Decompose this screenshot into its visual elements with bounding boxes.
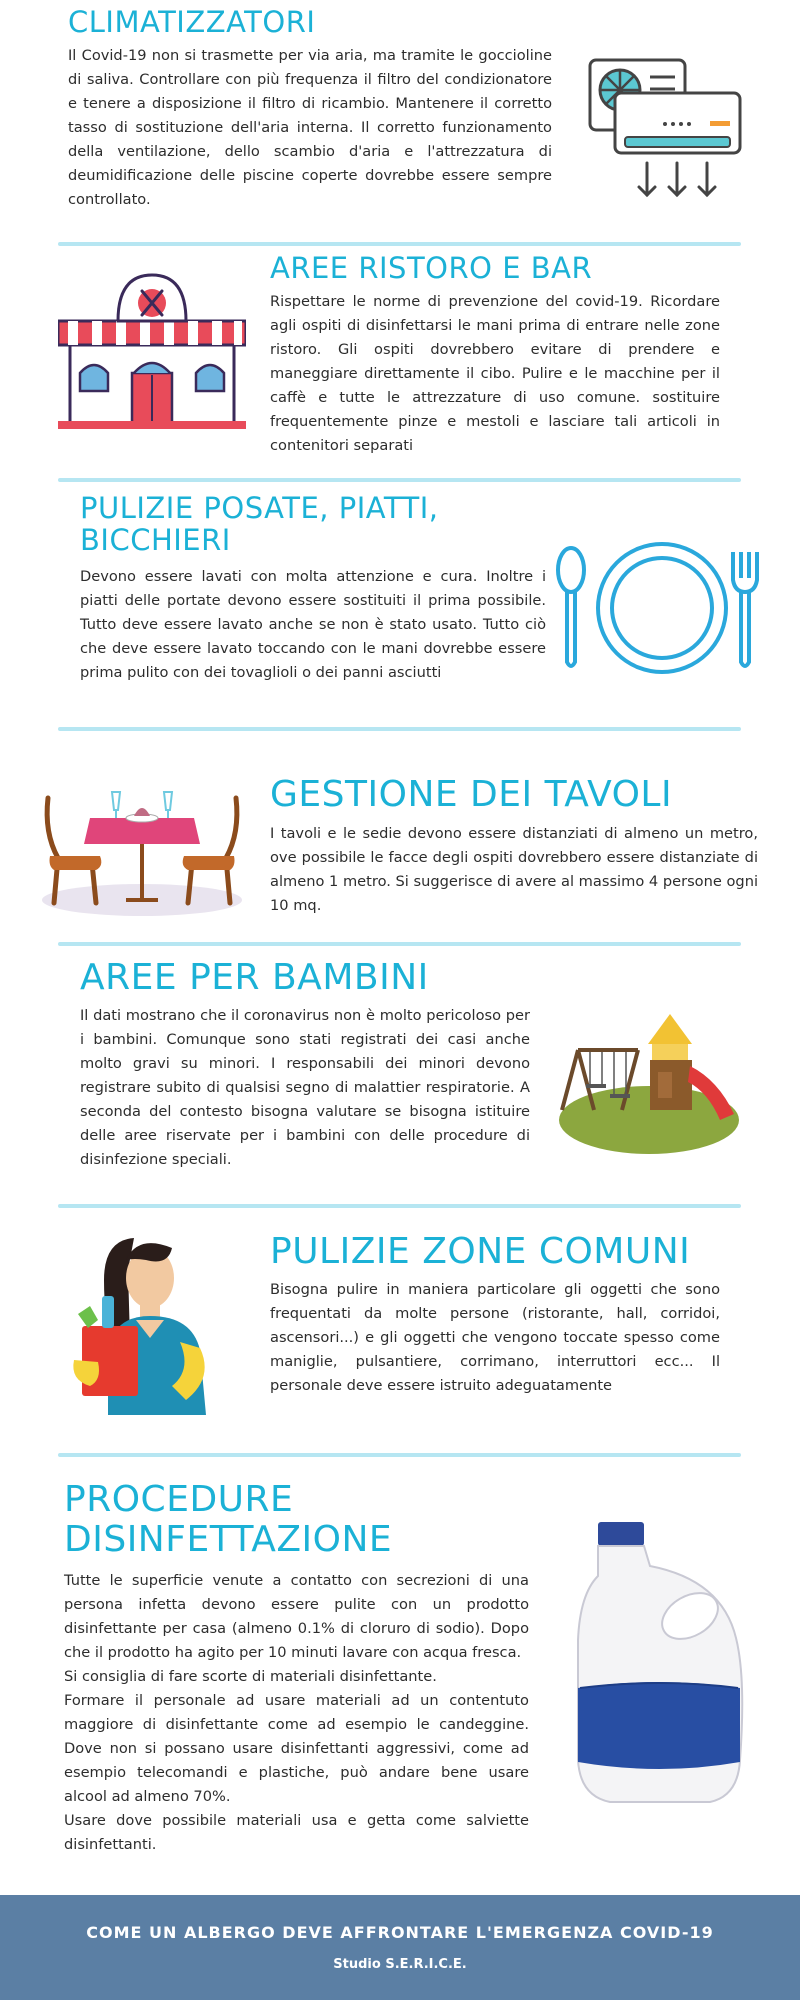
footer-title: COME UN ALBERGO DEVE AFFRONTARE L'EMERGENZA COVID-19 xyxy=(86,1923,714,1942)
section-title-procedure-disinfettazione: PROCEDURE DISINFETTAZIONE xyxy=(64,1479,393,1561)
section-divider xyxy=(58,242,741,246)
section-text-pulizie-posate: Devono essere lavati con molta attenzione e cura. Inoltre i piatti delle portate devono essere sostituiti il prima possibile. Tutto deve essere lavato anche se non è stato usato. Tutto ciò che deve essere lavato toccando con le mani dovrebbe essere prima pulito con dei tovaglioli o dei panni asciutti xyxy=(80,568,546,681)
table-chairs-icon xyxy=(40,778,245,918)
footer-subtitle: Studio S.E.R.I.C.E. xyxy=(333,1957,467,1972)
restaurant-icon xyxy=(58,265,246,435)
section-text-procedure-disinfettazione: Tutte le superficie venute a contatto con secrezioni di una persona infetta devono essere pulite con un prodotto disinfettante per casa (almeno 0.1% di cloruro di sodio). Dopo che il prodotto ha agito per 10 minuti lavare con acqua fresca. Si consiglia di fare scorte di materiali disinfettante. Formare il personale ad usare materiali ad un contentuto maggiore di disinfettante come ad esempio le candeggine. Dove non si possano usare disinfettanti aggressivi, come ad esempio telecomandi e plastiche, può andare bene usare alcool ad almeno 70%. Usare dove possibile materiali usa e getta come salviette disinfettanti. xyxy=(64,1572,529,1853)
section-title-pulizie-posate: PULIZIE POSATE, PIATTI, BICCHIERI xyxy=(80,491,439,558)
section-divider xyxy=(58,1204,741,1208)
section-text-gestione-tavoli: I tavoli e le sedie devono essere distanziati di almeno un metro, ove possibile le facce degli ospiti dovrebbero essere distanziate di almeno 1 metro. Si suggerisce di avere al massimo 4 persone ogni 10 mq. xyxy=(270,825,758,914)
air-conditioner-icon xyxy=(585,55,745,205)
section-title-climatizzatori: CLIMATIZZATORI xyxy=(68,5,316,39)
section-title-zone-comuni: PULIZIE ZONE COMUNI xyxy=(270,1231,691,1272)
section-divider xyxy=(58,1453,741,1457)
section-text-aree-ristoro: Rispettare le norme di prevenzione del covid-19. Ricordare agli ospiti di disinfettarsi le mani prima di entrare nelle zone ristoro. Gli ospiti dovrebbero evitare di prendere e maneggiare direttamente il cibo. Pulire e le macchine per il caffè e tutte le attrezzature di uso comune. sostituire frequentemente pinze e mestoli e lasciare tali articoli in contenitori separati xyxy=(270,293,720,454)
section-title-aree-ristoro: AREE RISTORO E BAR xyxy=(270,251,593,285)
section-divider xyxy=(58,727,741,731)
section-divider xyxy=(58,478,741,482)
section-divider xyxy=(58,942,741,946)
cutlery-plate-icon xyxy=(555,540,760,675)
section-text-aree-bambini: Il dati mostrano che il coronavirus non è molto pericoloso per i bambini. Comunque sono stati registrati dei casi anche molto gravi su minori. I responsabili dei minori devono registrare subito di qualsisi segno di malattier respiratorie. A seconda del contesto bisogna valutare se bisogna istituire delle aree riservate per i bambini con delle procedure di disinfezione speciali. xyxy=(80,1007,530,1168)
playground-icon xyxy=(558,1010,740,1155)
cleaning-woman-icon xyxy=(68,1230,228,1420)
bleach-bottle-icon xyxy=(570,1520,750,1805)
section-title-gestione-tavoli: GESTIONE DEI TAVOLI xyxy=(270,774,673,815)
footer xyxy=(0,1895,800,2000)
section-text-climatizzatori: Il Covid-19 non si trasmette per via aria, ma tramite le goccioline di saliva. Controllare con più frequenza il filtro del condizionatore e tenere a disposizione il filtro di ricambio. Mantenere il corretto tasso di sostituzione dell'aria interna. Il corretto funzionamento della ventilazione, dello scambio d'aria e l'attrezzatura di deumidificazione delle piscine coperte dovrebbe essere sempre controllato. xyxy=(68,47,552,208)
section-title-aree-bambini: AREE PER BAMBINI xyxy=(80,957,429,998)
section-text-zone-comuni: Bisogna pulire in maniera particolare gli oggetti che sono frequentati da molte persone (ristorante, hall, corridoi, ascensori...) e gli oggetti che vengono toccate spesso come maniglie, pulsantiere, corrimano, interruttori ecc... Il personale deve essere istruito adeguatamente xyxy=(270,1281,720,1394)
